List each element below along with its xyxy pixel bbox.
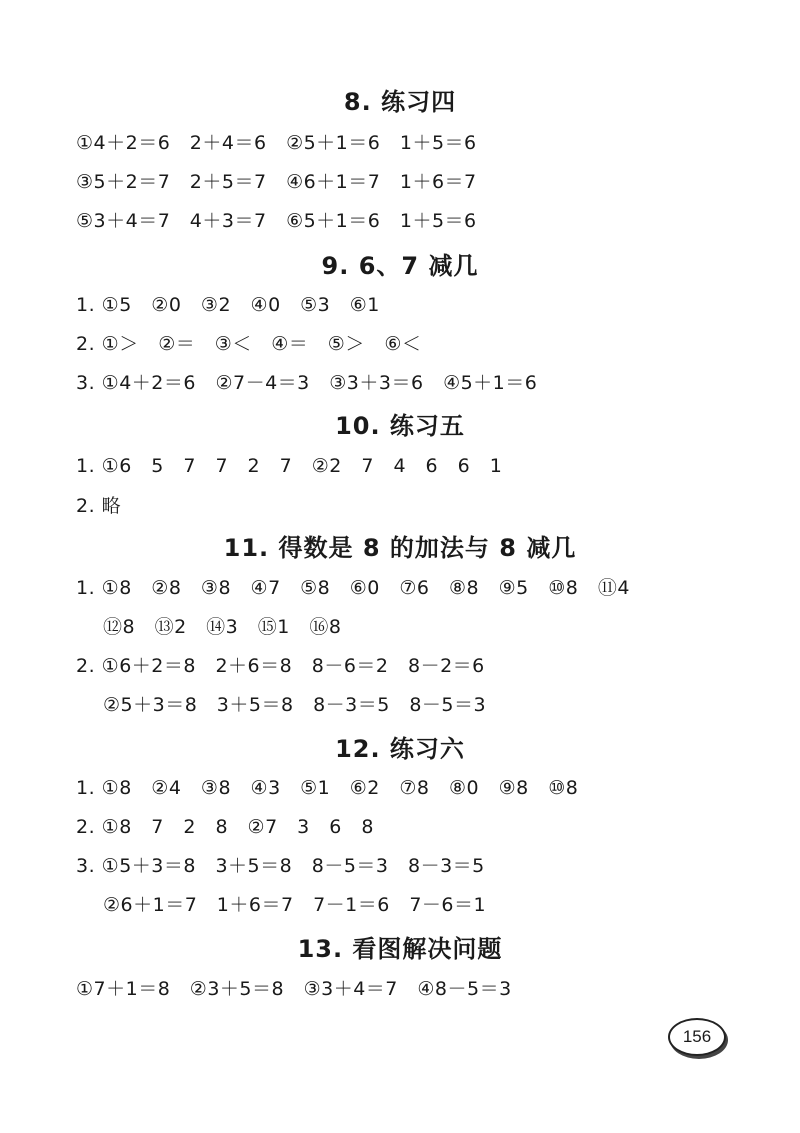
answer-line: 2. 略 [76,495,122,517]
answer-line: ②6＋1＝7 1＋6＝7 7－1＝6 7－6＝1 [103,894,487,916]
answer-line: 1. ①5 ②0 ③2 ④0 ⑤3 ⑥1 [76,294,380,316]
answer-line: ③5＋2＝7 2＋5＝7 ④6＋1＝7 1＋6＝7 [76,171,477,193]
answer-line: 2. ①＞ ②＝ ③＜ ④＝ ⑤＞ ⑥＜ [76,333,422,355]
answer-line: ⑫8 ⑬2 ⑭3 ⑮1 ⑯8 [103,616,342,638]
answer-line: 3. ①4＋2＝6 ②7－4＝3 ③3＋3＝6 ④5＋1＝6 [76,372,538,394]
answer-line: ①4＋2＝6 2＋4＝6 ②5＋1＝6 1＋5＝6 [76,132,477,154]
answer-line: 1. ①8 ②8 ③8 ④7 ⑤8 ⑥0 ⑦6 ⑧8 ⑨5 ⑩8 ⑪4 [76,577,630,599]
section-title-9: 9. 6、7 减几 [321,252,479,280]
section-title-10: 10. 练习五 [335,412,465,440]
answer-line: 1. ①6 5 7 7 2 7 ②2 7 4 6 6 1 [76,455,503,477]
section-title-13: 13. 看图解决问题 [297,935,503,963]
answer-line: 2. ①8 7 2 8 ②7 3 6 8 [76,816,374,838]
answer-line: 3. ①5＋3＝8 3＋5＝8 8－5＝3 8－3＝5 [76,855,485,877]
answer-line: ②5＋3＝8 3＋5＝8 8－3＝5 8－5＝3 [103,694,487,716]
section-title-8: 8. 练习四 [343,88,457,116]
answer-line: 1. ①8 ②4 ③8 ④3 ⑤1 ⑥2 ⑦8 ⑧0 ⑨8 ⑩8 [76,777,579,799]
page-number: 156 [668,1018,726,1056]
answer-line: ⑤3＋4＝7 4＋3＝7 ⑥5＋1＝6 1＋5＝6 [76,210,477,232]
section-title-11: 11. 得数是 8 的加法与 8 减几 [223,534,577,562]
section-title-12: 12. 练习六 [335,735,465,763]
answer-line: 2. ①6＋2＝8 2＋6＝8 8－6＝2 8－2＝6 [76,655,485,677]
answer-line: ①7＋1＝8 ②3＋5＝8 ③3＋4＝7 ④8－5＝3 [76,978,512,1000]
